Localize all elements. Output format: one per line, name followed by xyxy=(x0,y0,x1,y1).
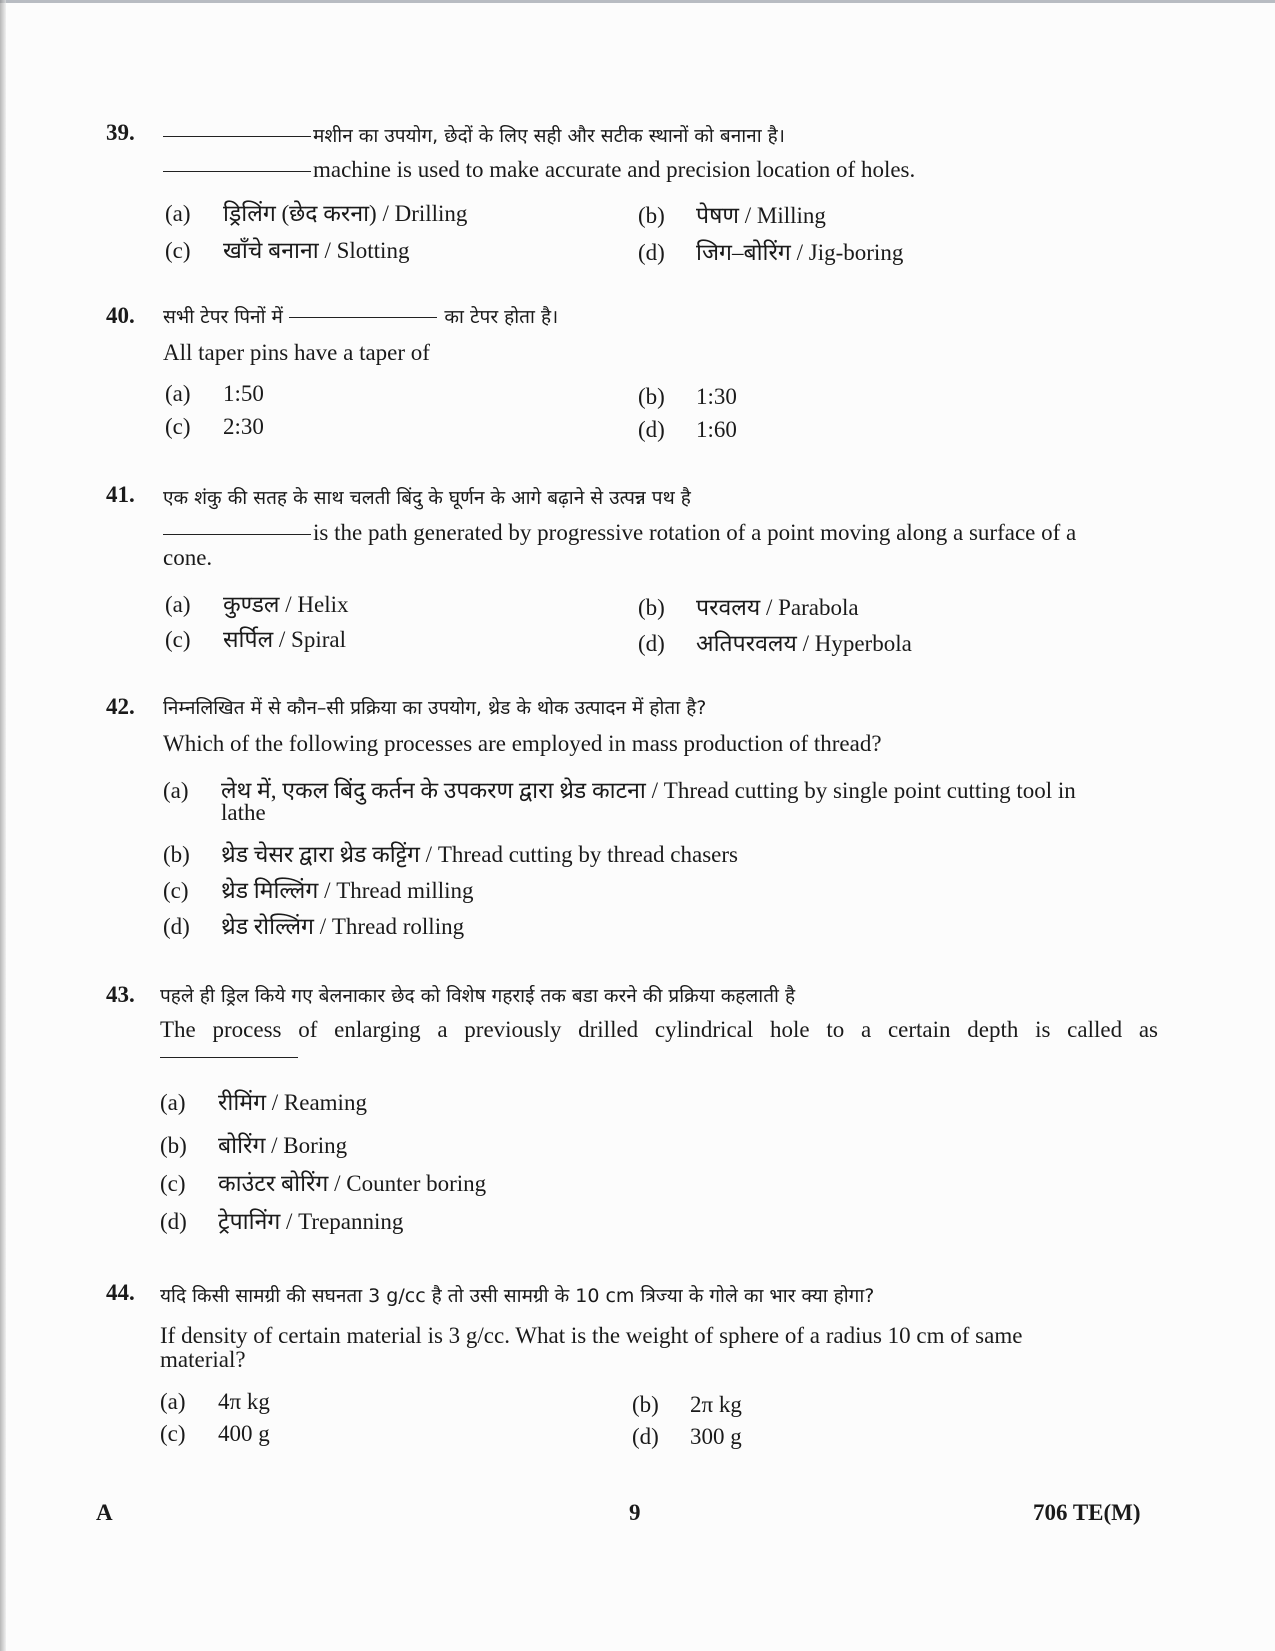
question-english: All taper pins have a taper of xyxy=(163,340,430,365)
option-d: (d) 1:60 xyxy=(638,417,737,442)
answer-blank xyxy=(163,171,311,172)
option-b: (b) पेषण / Milling xyxy=(638,203,826,228)
option-a: (a) लेथ में, एकल बिंदु कर्तन के उपकरण द्वारा थ्रेड काटना / Thread cutting by single point cutting tool in xyxy=(163,778,1076,803)
option-b: (b) बोरिंग / Boring xyxy=(160,1133,348,1158)
question-hindi: यदि किसी सामग्री की सघनता 3 g/cc है तो उसी सामग्री के 10 cm त्रिज्या के गोले का भार क्या होगा? xyxy=(160,1285,875,1307)
question-number: 44. xyxy=(106,1280,135,1305)
option-a: (a) 1:50 xyxy=(165,381,264,406)
option-c: (c) थ्रेड मिल्लिंग / Thread milling xyxy=(163,878,474,903)
footer-set-code: A xyxy=(96,1500,113,1525)
option-c: (c) 2:30 xyxy=(165,414,264,439)
question-english-cont: material? xyxy=(160,1347,246,1372)
option-a: (a) कुण्डल / Helix xyxy=(165,592,349,617)
option-c: (c) सर्पिल / Spiral xyxy=(165,627,346,652)
option-b: (b) परवलय / Parabola xyxy=(638,595,859,620)
question-hindi: निम्नलिखित में से कौन–सी प्रक्रिया का उपयोग, थ्रेड के थोक उत्पादन में होता है? xyxy=(163,697,707,719)
scan-left-edge xyxy=(0,0,6,1651)
option-a: (a) 4π kg xyxy=(160,1389,270,1414)
option-a: (a) रीमिंग / Reaming xyxy=(160,1090,367,1115)
option-b: (b) 1:30 xyxy=(638,384,737,409)
question-hindi: मशीन का उपयोग, छेदों के लिए सही और सटीक स्थानों को बनाना है। xyxy=(163,122,785,148)
scan-top-edge xyxy=(0,0,1275,3)
option-d: (d) अतिपरवलय / Hyperbola xyxy=(638,631,912,656)
question-hindi: सभी टेपर पिनों में का टेपर होता है। xyxy=(163,306,559,328)
option-b: (b) 2π kg xyxy=(632,1392,742,1417)
question-english: Which of the following processes are employed in mass production of thread? xyxy=(163,731,882,756)
option-d: (d) जिग–बोरिंग / Jig-boring xyxy=(638,240,904,265)
option-d: (d) 300 g xyxy=(632,1424,742,1449)
answer-blank xyxy=(289,317,437,318)
answer-blank xyxy=(163,534,311,535)
question-english-cont: cone. xyxy=(163,545,213,570)
question-number: 40. xyxy=(106,303,135,328)
footer-paper-code: 706 TE(M) xyxy=(1033,1500,1141,1525)
question-number: 43. xyxy=(106,982,135,1007)
question-english: If density of certain material is 3 g/cc. What is the weight of sphere of a radius 10 cm of same xyxy=(160,1323,1023,1348)
option-c: (c) खाँचे बनाना / Slotting xyxy=(165,238,410,263)
question-hindi: पहले ही ड्रिल किये गए बेलनाकार छेद को विशेष गहराई तक बडा करने की प्रक्रिया कहलाती है xyxy=(160,985,796,1007)
option-d: (d) ट्रेपानिंग / Trepanning xyxy=(160,1209,404,1234)
question-hindi: एक शंकु की सतह के साथ चलती बिंदु के घूर्णन के आगे बढ़ाने से उत्पन्न पथ है xyxy=(163,487,691,509)
option-a: (a) ड्रिलिंग (छेद करना) / Drilling xyxy=(165,201,468,226)
answer-blank xyxy=(163,136,311,137)
option-c: (c) काउंटर बोरिंग / Counter boring xyxy=(160,1171,487,1196)
question-number: 39. xyxy=(106,120,135,145)
option-a-cont: lathe xyxy=(221,800,266,825)
option-d: (d) थ्रेड रोल्लिंग / Thread rolling xyxy=(163,914,465,939)
option-b: (b) थ्रेड चेसर द्वारा थ्रेड कट्टिंग / Thread cutting by thread chasers xyxy=(163,842,738,867)
question-number: 42. xyxy=(106,694,135,719)
question-english: is the path generated by progressive rotation of a point moving along a surface of a xyxy=(163,520,1076,546)
footer-page-number: 9 xyxy=(629,1500,641,1525)
option-c: (c) 400 g xyxy=(160,1421,270,1446)
question-number: 41. xyxy=(106,482,135,507)
answer-blank xyxy=(160,1057,298,1058)
question-english: The process of enlarging a previously drilled cylindrical hole to a certain depth is called as xyxy=(160,1017,1158,1042)
question-english: machine is used to make accurate and precision location of holes. xyxy=(163,157,915,183)
